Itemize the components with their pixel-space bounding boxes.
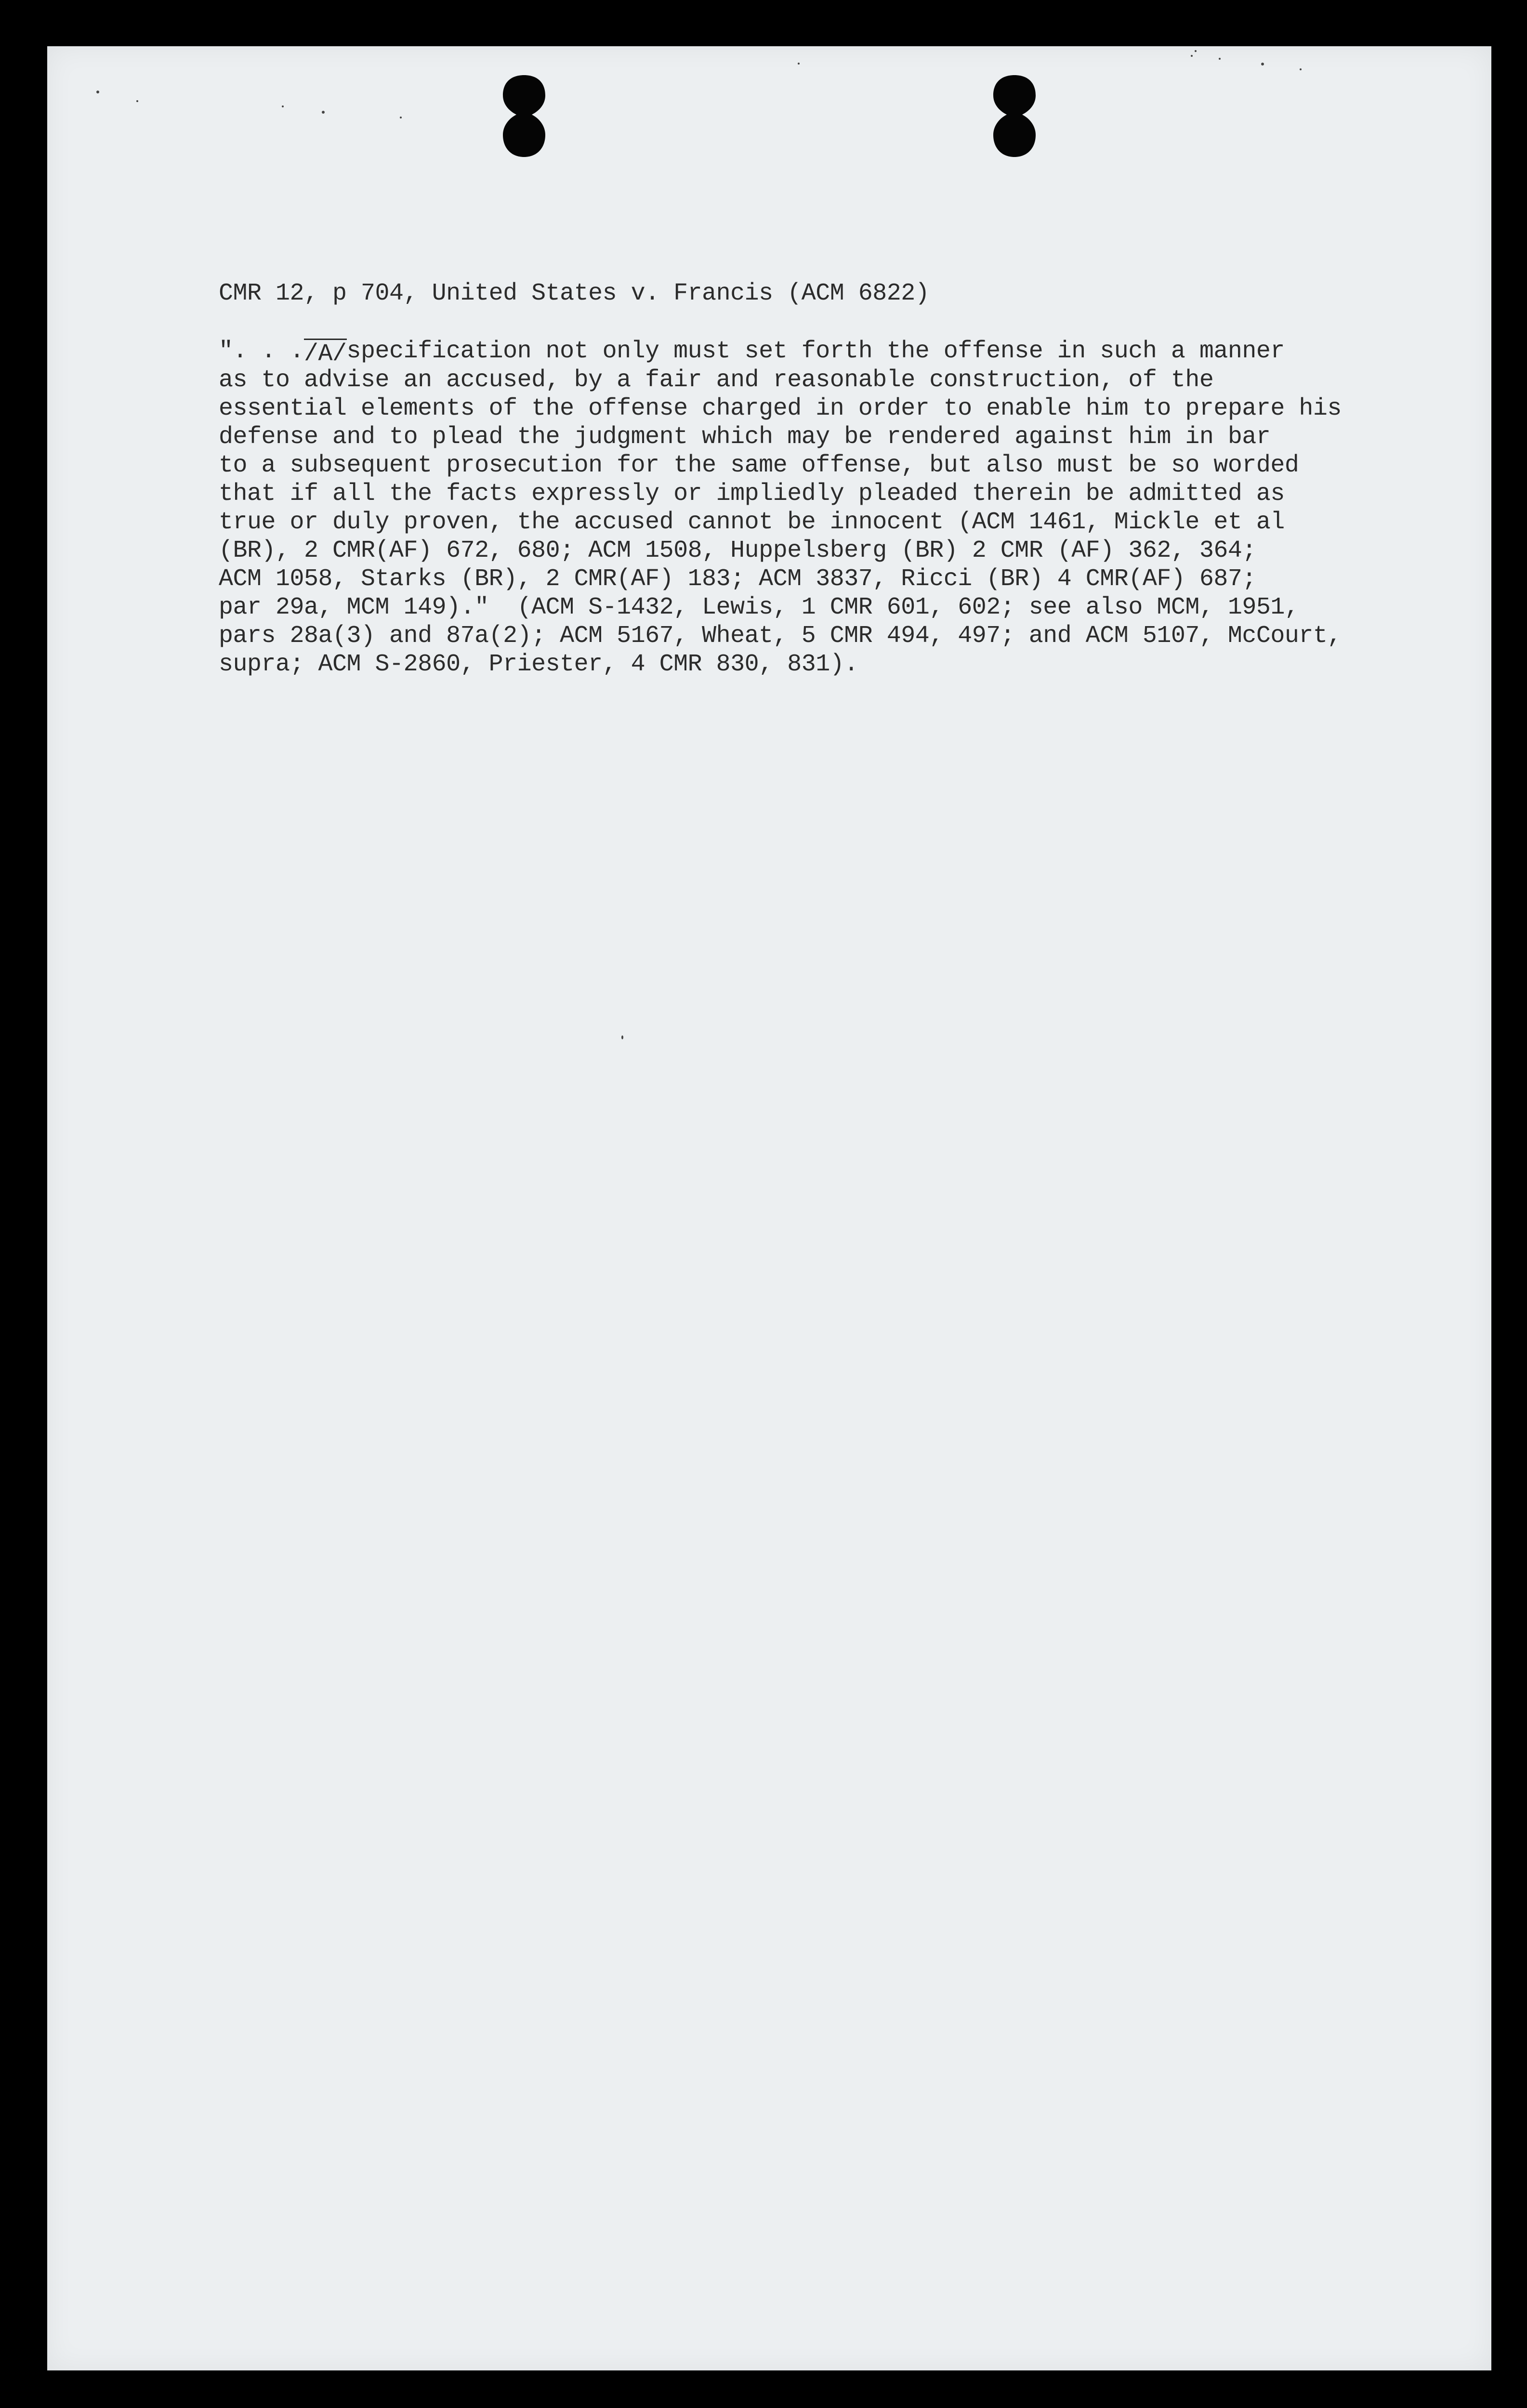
quote-line-2: as to advise an accused, by a fair and reasonable construction, of the <box>219 366 1214 394</box>
bracketed-insert: /A/ <box>304 339 347 366</box>
quote-first-line <box>219 337 1452 366</box>
quote-line-10: par 29a, MCM 149)." (ACM S-1432, Lewis, 1 CMR 601, 602; see also MCM, 1951, <box>219 594 1299 621</box>
scan-speck <box>1195 50 1197 52</box>
scan-speck <box>282 105 284 107</box>
quote-line-12: supra; ACM S-2860, Priester, 4 CMR 830, 831). <box>219 651 858 678</box>
memo-text <box>219 279 1452 679</box>
scan-speck <box>798 63 800 65</box>
scan-speck <box>1191 55 1193 57</box>
quote-line-1: specification not only must set forth the offense in such a manner <box>346 338 1285 365</box>
scan-speck <box>136 100 138 102</box>
quote-line-5: to a subsequent prosecution for the same offense, but also must be so worded <box>219 452 1299 479</box>
scan-speck <box>1300 68 1302 70</box>
quote-ellipsis: ". . . <box>219 338 304 365</box>
scan-speck <box>96 91 99 93</box>
punch-hole-left <box>501 72 547 159</box>
scan-speck <box>621 1035 623 1039</box>
quote-line-8: (BR), 2 CMR(AF) 672, 680; ACM 1508, Huppelsberg (BR) 2 CMR (AF) 362, 364; <box>219 537 1256 564</box>
scan-speck <box>400 117 402 118</box>
quote-line-3: essential elements of the offense charged in order to enable him to prepare his <box>219 395 1342 422</box>
paper-sheet <box>47 46 1491 2370</box>
scan-speck <box>322 111 325 114</box>
punch-hole-right <box>991 72 1038 159</box>
quote-line-11: pars 28a(3) and 87a(2); ACM 5167, Wheat, 5 CMR 494, 497; and ACM 5107, McCourt, <box>219 622 1342 650</box>
quote-line-4: defense and to plead the judgment which may be rendered against him in bar <box>219 423 1271 451</box>
quote-line-6: that if all the facts expressly or impliedly pleaded therein be admitted as <box>219 480 1285 508</box>
scan-speck <box>1219 58 1221 60</box>
quote-line-9: ACM 1058, Starks (BR), 2 CMR(AF) 183; ACM 3837, Ricci (BR) 4 CMR(AF) 687; <box>219 565 1256 593</box>
scan-speck <box>1261 63 1264 65</box>
quote-line-7: true or duly proven, the accused cannot be innocent (ACM 1461, Mickle et al <box>219 509 1285 536</box>
citation-heading: CMR 12, p 704, United States v. Francis (ACM 6822) <box>219 280 930 307</box>
